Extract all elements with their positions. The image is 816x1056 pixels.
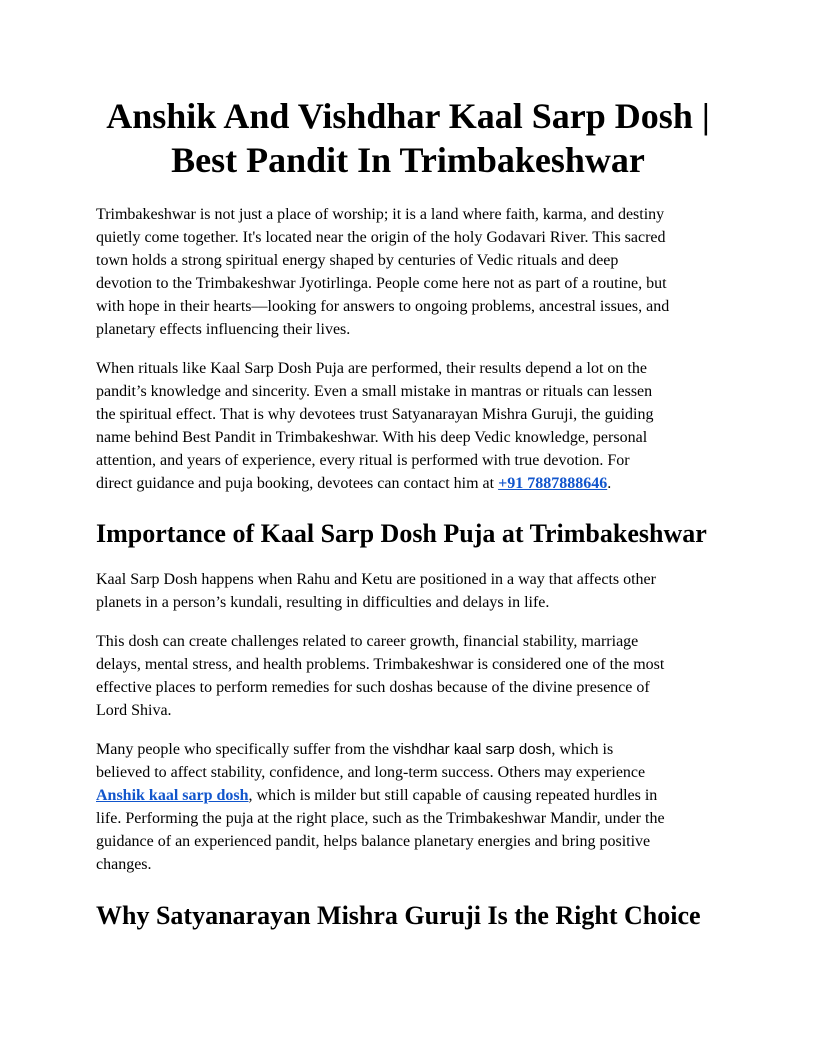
section-heading-importance: Importance of Kaal Sarp Dosh Puja at Trimbakeshwar xyxy=(96,519,707,548)
text-line: with hope in their hearts—looking for answers to ongoing problems, ancestral issues, and xyxy=(96,298,670,315)
page-title xyxy=(96,94,720,182)
anshik-link[interactable]: Anshik kaal sarp dosh xyxy=(96,787,249,804)
intro-paragraph xyxy=(96,203,722,341)
text-line: devotion to the Trimbakeshwar Jyotirlinga. People come here not as part of a routine, but xyxy=(96,275,667,292)
text-line xyxy=(96,472,722,495)
phone-link[interactable]: +91 7887888646 xyxy=(498,475,608,492)
text-line: name behind Best Pandit in Trimbakeshwar. With his deep Vedic knowledge, personal xyxy=(96,429,648,446)
text-line: attention, and years of experience, every ritual is performed with true devotion. For xyxy=(96,452,630,469)
period: . xyxy=(607,475,612,492)
text-line: planetary effects influencing their lives. xyxy=(96,321,351,338)
text-line: planets in a person’s kundali, resulting in difficulties and delays in life. xyxy=(96,594,550,611)
contact-text: direct guidance and puja booking, devotees can contact him at xyxy=(96,475,499,492)
challenges-paragraph xyxy=(96,630,722,722)
title-line: Best Pandit In Trimbakeshwar xyxy=(171,140,645,180)
text-line: guidance of an experienced pandit, helps balance planetary energies and bring positive xyxy=(96,833,651,850)
text-line: believed to affect stability, confidence, and long-term success. Others may experience xyxy=(96,764,646,781)
text-line: quietly come together. It's located near the origin of the holy Godavari River. This sacred xyxy=(96,229,666,246)
text-line: When rituals like Kaal Sarp Dosh Puja are performed, their results depend a lot on the xyxy=(96,360,647,377)
definition-paragraph xyxy=(96,568,722,614)
text-line: Lord Shiva. xyxy=(96,702,172,719)
text-line: town holds a strong spiritual energy shaped by centuries of Vedic rituals and deep xyxy=(96,252,619,269)
types-paragraph xyxy=(96,738,722,876)
text-line: delays, mental stress, and health problems. Trimbakeshwar is considered one of the most xyxy=(96,656,665,673)
pandit-paragraph xyxy=(96,357,722,495)
vishdhar-term: vishdhar kaal sarp dosh xyxy=(392,741,552,758)
text-line: effective places to perform remedies for such doshas because of the divine presence of xyxy=(96,679,650,696)
title-line: Anshik And Vishdhar Kaal Sarp Dosh | xyxy=(106,96,710,136)
text-line: Anshik kaal sarp dosh, which is milder but still capable of causing repeated hurdles in xyxy=(96,787,658,804)
section-heading-why-guruji: Why Satyanarayan Mishra Guruji Is the Right Choice xyxy=(96,901,701,930)
text-line: the spiritual effect. That is why devotees trust Satyanarayan Mishra Guruji, the guiding xyxy=(96,406,654,423)
text-line: This dosh can create challenges related to career growth, financial stability, marriage xyxy=(96,633,639,650)
text-line: Trimbakeshwar is not just a place of worship; it is a land where faith, karma, and destiny xyxy=(96,206,665,223)
text-line: life. Performing the puja at the right place, such as the Trimbakeshwar Mandir, under the xyxy=(96,810,665,827)
text-line: pandit’s knowledge and sincerity. Even a small mistake in mantras or rituals can lessen xyxy=(96,383,653,400)
text-line: Many people who specifically suffer from the vishdhar kaal sarp dosh, which is xyxy=(96,741,614,758)
text-line: Kaal Sarp Dosh happens when Rahu and Ketu are positioned in a way that affects other xyxy=(96,571,656,588)
text-line: changes. xyxy=(96,856,152,873)
